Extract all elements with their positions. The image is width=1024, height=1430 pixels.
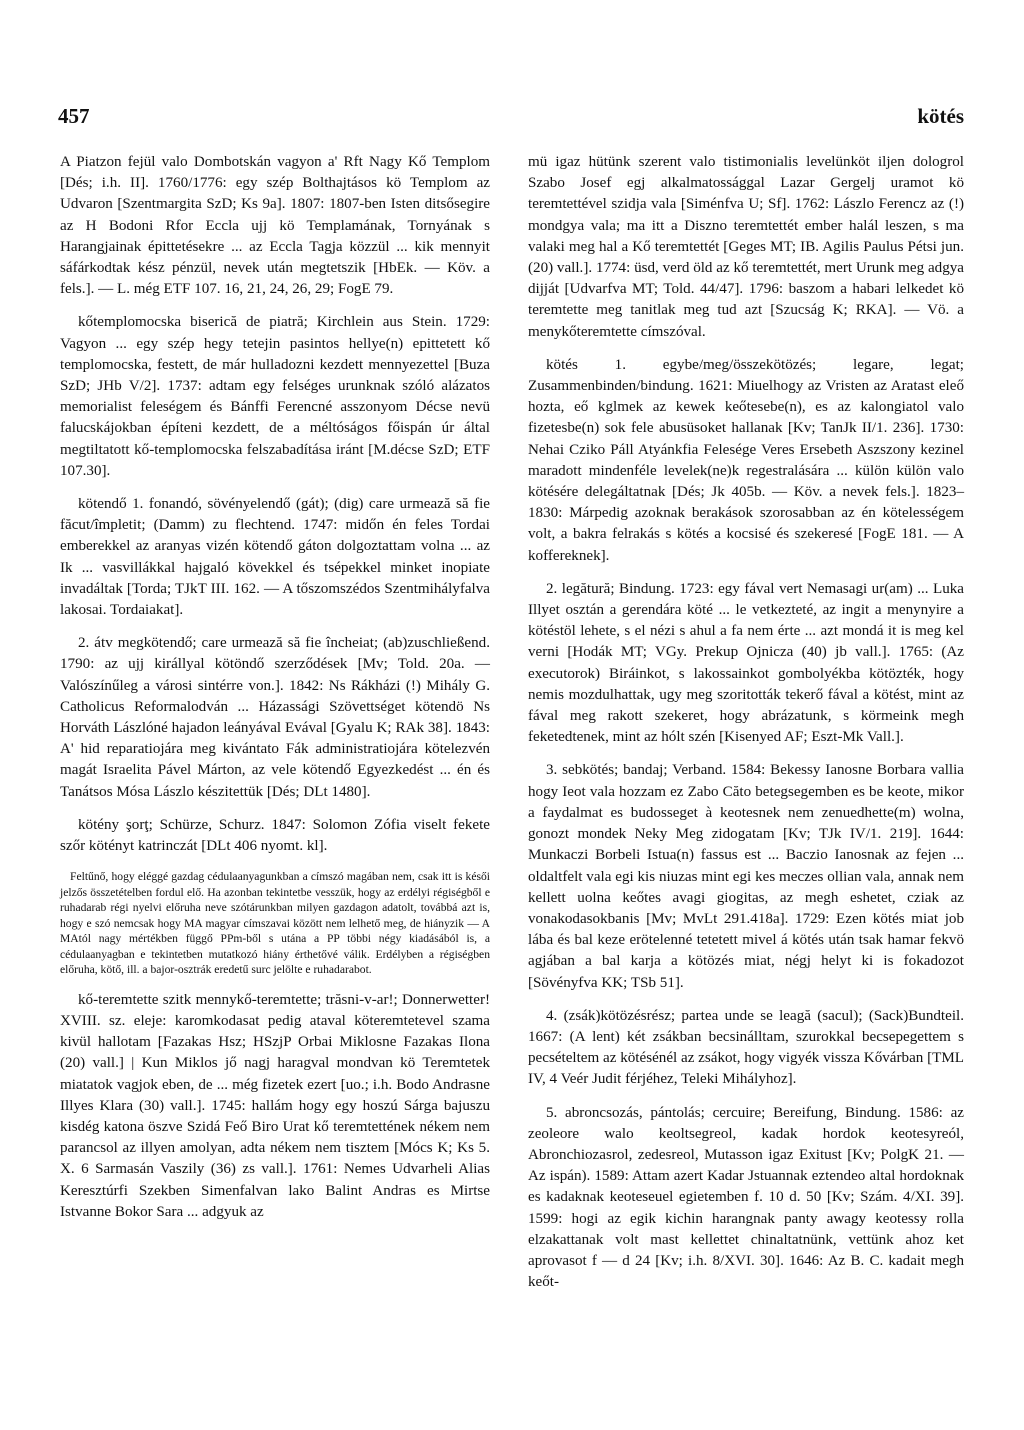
entry-paragraph: 5. abroncsozás, pántolás; cercuire; Bereifung, Bindung. 1586: az zeoleore walo keoltsegreol, kadak hordok keotesyreól, Abronchiozasrol, zedesreol, Mutasson igaz Exitust [Kv; PolgK 21. — Az ispán). 1589: Attam azert Kadar Jstuannak eztendeo altal hordoknak es kadaknak keoteseuel egietemben f. 10 d. 50 [Kv; Szám. 4/XI. 39]. 1599: hogi az egik kichin harangnak panty awagy keotessy rolla elzakattanak volt mast kellettet chinaltatnünk, vettünk ahoz ket aprovasot f — d 24 [Kv; i.h. 8/XVI. 30]. 1646: Az B. C. kadait megh keőt- bbox=[528, 1104, 964, 1291]
entry-paragraph: 2. legătură; Bindung. 1723: egy fával vert Nemasagi ur(am) ... Luka Illyet osztán a gerendára köté ... le vetkezteté, az ingit a menynyire a kötéstöl lehete, s el nézi s ahul a fa nem érte ... azt mondá it is meg kel verni [Hodák MT; VGy. Prekup Ojnicza (40) jb vall.]. 1765: (Az executorok) Biráinkot, s lakossainkot gombolyékba kötözték, hogy nemis mozdulhattak, ugy meg szoritották tekerő fával a kötést, mint az fával meg rakott szekeret, hogy abrázatunk, s körmeink megh feketedtenek, mint az hólt szén [Kisenyed AF; Eszt-Mk Vall.]. bbox=[528, 580, 964, 746]
entry-paragraph: kő-teremtette szitk mennykő-teremtette; trăsni-v-ar!; Donnerwetter! XVIII. sz. eleje: karomkodasat pedig ataval köteremtetevel szama kivül hallotam [Fazakas Hsz; HSzjP Orbai Miklosne Fazakas Ilona (20) vall.] | Kun Miklos jő nagj haragval mondvan kö Teremtetek miatatok vagjok eben, de ... még fizetek ezert [uo.; i.h. Bodo Andrasne Illyes Klara (30) vall.]. 1745: hallám hogy egy hoszú Sárga bajuszu kisdég katona öszve Szidá Feő Biro Urat kő teremtettének nékem nem parancsol az illyen amolyan, adta nékem nem tisztem [Mócs K; Ks 5. X. 6 Sarmasán Vaszily (36) zs vall.]. 1761: Nemes Udvarheli Alias Keresztúrfi Szekben Simenfalvan lako Balint Andras es Mirtse Istvanne Bokor Sara ... adgyuk az bbox=[60, 991, 490, 1220]
entry-paragraph: 2. átv megkötendő; care urmează să fie încheiat; (ab)zuschließend. 1790: az ujj királlyal kötöndő szerződések [Mv; Told. 20a. — Valószínűleg a városi sintérre von.]. 1842: Ns Rákházi (!) Mihály G. Catholicus Reformalodván ... Házassági Szövettséget kötendö Ns Horváth Lászlóné hajadon leányával Evával [Gyalu K; RAk 38]. 1843: A' hid reparatiojára meg kivántato Fák administratiojára kötelezvén magát Israelita Pável Márton, az vele kötendő Egyezkedést ... én és Tanátsos Mósa Lászlo készitettük [Dés; DLt 1480]. bbox=[60, 635, 490, 800]
left-column bbox=[60, 152, 490, 1235]
entry-paragraph: kötendő 1. fonandó, sövényelendő (gát); (dig) care urmează să fie făcut/împletit; (Damm) zu flechtend. 1747: midőn én feles Tordai emberekkel az aranyas vizén kötendő gáton dolgoztattam volna ... az Ik ... vasvillákkal hajgaló kövekkel és tsépekkel minket inopiate invadáltak [Torda; TJkT III. 162. — A tőszomszédos Szentmihályfalva lakosai. Tordaiakat]. bbox=[60, 496, 490, 619]
entry-paragraph: A Piatzon fejül valo Dombotskán vagyon a' Rft Nagy Kő Templom [Dés; i.h. II]. 1760/1776: egy szép Bolthajtásos kö Templom az Udvaron [Szentmargita SzD; Ks 9a]. 1807: 1807-ben Isten ditsősegire az H Bodoni Rfor Eccla ujj kö Templamának, Tornyának s Harangjainak épittetésekre ... az Eccla Tagja közzül ... kik mennyit sáfárkodtak kész pénzül, nevek után megtetszik [HbEk. — Köv. a fels.]. — L. még ETF 107. 16, 21, 24, 26, 29; FogE 79. bbox=[60, 154, 490, 298]
running-head: kötés bbox=[917, 104, 964, 128]
entry-paragraph: 3. sebkötés; bandaj; Verband. 1584: Bekessy Ianosne Borbara vallia hogy Ieot vala hozzam ez Zabo Căto betegsegemben es be keote, mikor a faydalmat es budosseget à keotesnek nem zenuedhette(m) wolna, gonozt mondek Neky Meg zidogatam [Kv; TJk IV/1. 219]. 1644: Munkaczi Borbeli Istua(n) fassus est ... Baczio Ianosnak az fejen ... oldaltfelt vala egi kis niuzas mint egi kes meczes ollian vala, annak nem kellett uolna keőtes avagi giogitas, az megh eshetet, cziak az vonakodasokbanis [Mv; MvLt 291.418a]. 1729: Ezen kötés miat job lába és bal keze erötelenné tetetett mivel á kötés után tsak hamar fekvö agjában a bal karja a kötözés miat, négj helyt ki is fokadozot [Sövényfva KK; TSb 51]. bbox=[528, 762, 964, 991]
right-column bbox=[528, 152, 964, 1305]
footnote: Feltűnő, hogy eléggé gazdag cédulaanyagunkban a címszó magában nem, csak itt is késői jelzős összetételben fordul elő. Ha azonban tekintetbe vesszük, hogy az erdélyi régiségből e ruhadarab régi nyelvi előruha neve szótárunkban milyen gazdagon adatolt, továbbá azt is, hogy e szó nemcsak hogy MA magyar címszavai között nem lelhető meg, de hiányzik — A MAtól nagy mértékben függő PPm-ből s utána a PP többi négy kiadásából is, a cédulaanyagban e tekintetben mutatkozó hiány érthetővé válik. Erdélyben a régiségben előruha, kötő, ill. a bajor-osztrák eredetű surc jelölte e ruhadarabot. bbox=[60, 870, 490, 977]
entry-paragraph: kőtemplomocska biserică de piatră; Kirchlein aus Stein. 1729: Vagyon ... egy szép hegy tetejin pasintos hellye(n) epittetett kő templomocska, festett, de már hulladozni kezdett mennyezettel [Buza SzD; JHb V/2]. 1737: adtam egy felséges urunknak szóló alázatos memorialist feleségem és Bánffi Ferencné asszonyom Décse nevü falucskájokban építeni kezdett, de a méltóságos főispán úr által megtiltatott kő-templomocska felszabadítása iránt [M.décse SzD; ETF 107.30]. bbox=[60, 314, 490, 479]
page-header bbox=[58, 104, 964, 134]
entry-paragraph: 4. (zsák)kötözésrész; partea unde se leagă (sacul); (Sack)Bundteil. 1667: (A lent) két zsákban becsinálltam, szurokkal becsepegettem s pecsételtem az kötésénél az zsákot, hogy vigyék vissza Kővárban [TML IV, 4 Veér Judit férjéhez, Teleki Mihályhoz]. bbox=[528, 1007, 964, 1088]
entry-paragraph: kötény şorţ; Schürze, Schurz. 1847: Solomon Zófia viselt fekete szőr kötényt katrinczát [DLt 406 nyomt. kl]. bbox=[60, 816, 490, 855]
entry-paragraph: mü igaz hütünk szerent valo tistimonialis levelünköt iljen dologrol Szabo Josef egj alkalmatossággal Lazar Gergelj uramot kö teremtettével szidja vala [Siménfva U; Sf]. 1762: Lászlo Ferencz az (!) mondgya vala; ma itt a Diszno teremtettét ember halál leszen, s ma valaki meg hal a Kő teremtettét [Geges MT; IB. Agilis Paulus Pétsi jun. (20) vall.]. 1774: üsd, verd öld az kő teremtettét, mert Urunk meg adgya dijját [Udvarfva MT; Told. 44/47]. 1796: baszom a habari lelkedet kö teremtette meg tanitlak meg tud azt [Szucság K; RKA]. — Vö. a menykőteremtette címszóval. bbox=[528, 154, 964, 340]
entry-paragraph: kötés 1. egybe/meg/összekötözés; legare, legat; Zusammenbinden/bindung. 1621: Miuelhogy az Vristen az Aratast eleő hozta, eő kglmek az kewek keőtesebe(n), es az kalongiatol valo fizetesbe(n) sok fele abusüsoket hallanak [Kv; TanJk II/1. 236]. 1730: Nehai Cziko Páll Atyánkfia Felesége Veres Ersebeth Aszszony kezinel maradott mindenféle levelek(ne)k regestralására ... külön külön valo kötésére delegáltatnak [Dés; Jk 405b. — Köv. a nevek fels.]. 1823–1830: Márpedig azoknak berakások szorosabban az én kötelességem volt, a bakra felrakás s kötés a kocsisé és szekeresé [FogE 181. — A koffereknek]. bbox=[528, 356, 964, 564]
page-number: 457 bbox=[58, 104, 90, 128]
